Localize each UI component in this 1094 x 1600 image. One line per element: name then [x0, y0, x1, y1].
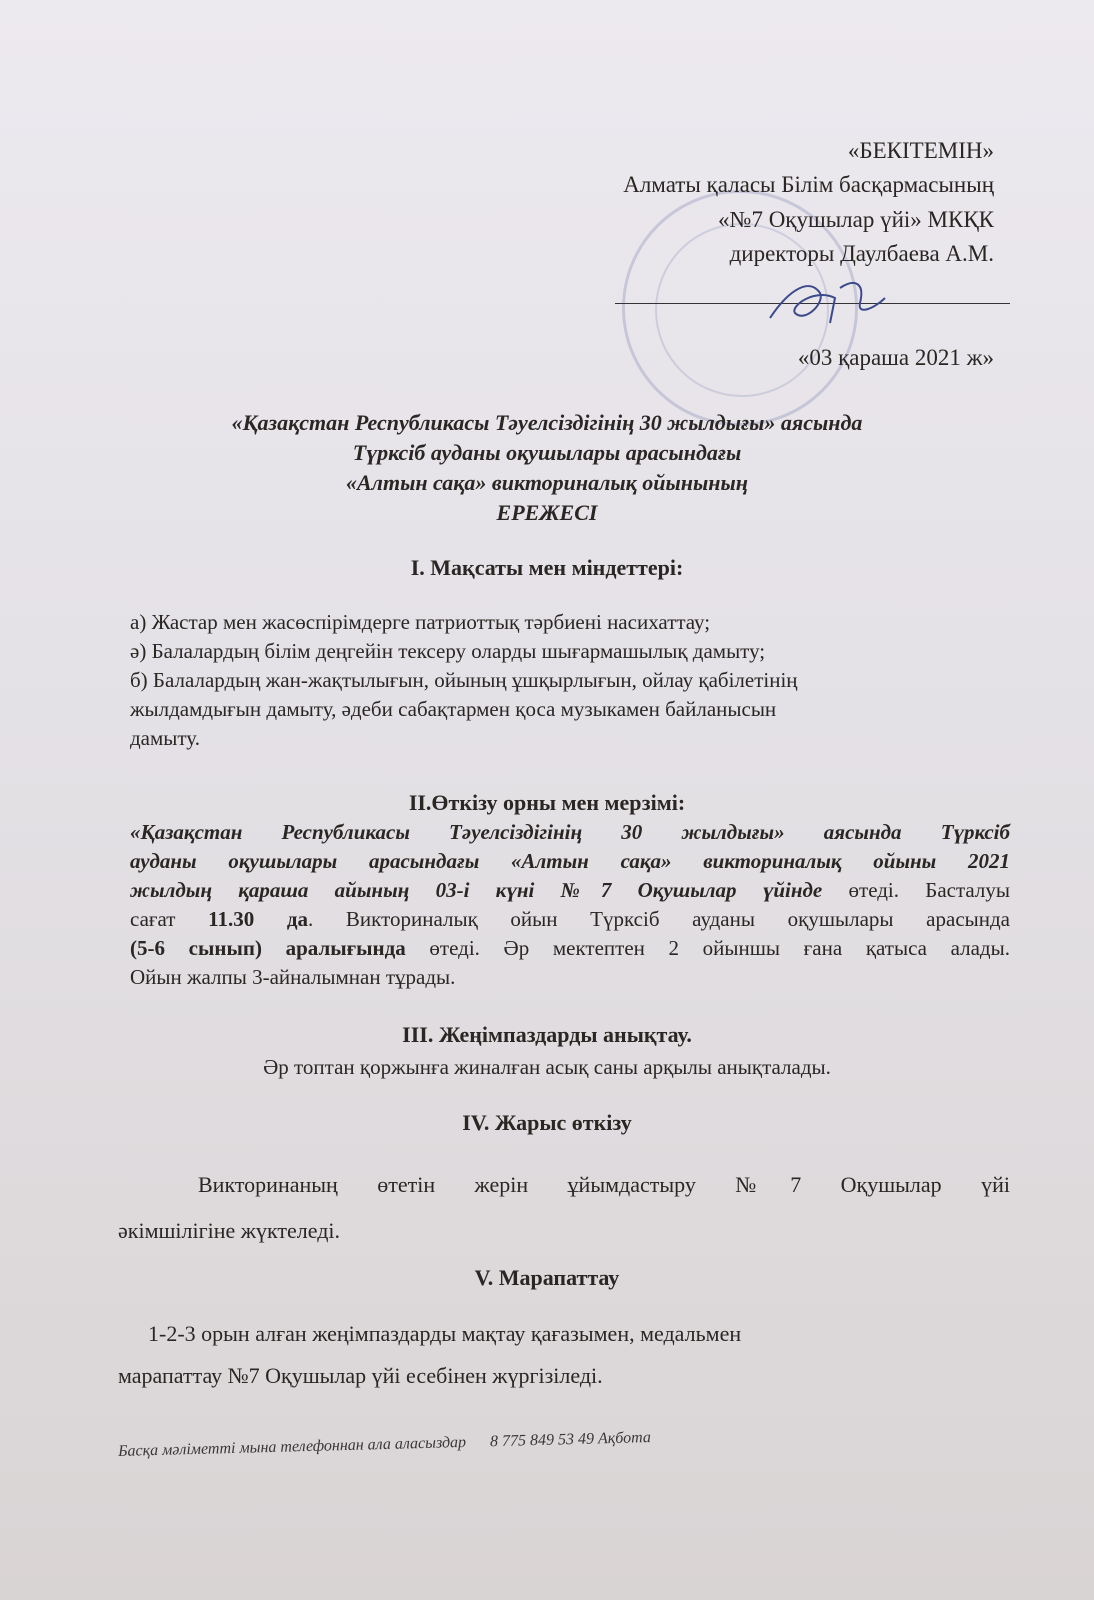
goal-item-b-1: б) Балалардың жан-жақтылығын, ойының ұшқырлығын, ойлау қабілетінің [130, 668, 798, 692]
section-3-heading: ІІІ. Жеңімпаздарды анықтау. [402, 1022, 692, 1047]
section-5-line-1: 1-2-3 орын алған жеңімпаздарды мақтау қағазымен, медальмен [148, 1321, 742, 1346]
goal-item-b-3: дамыту. [130, 726, 200, 750]
doc-title-line-3: «Алтын сақа» викториналық ойынының [346, 470, 748, 495]
section-1-heading: І. Мақсаты мен міндеттері: [410, 555, 684, 580]
goal-item-b-2: жылдамдығын дамыту, әдеби сабақтармен қоса музыкамен байланысын [130, 697, 777, 721]
goal-item-ae: ә) Балалардың білім деңгейін тексеру оларды шығармашылық дамыту; [130, 639, 766, 663]
section-5-heading: V. Марапаттау [474, 1265, 620, 1290]
section-2-body [130, 818, 1010, 992]
section-2-heading: ІІ.Өткізу орны мен мерзімі: [408, 790, 686, 815]
footer-contact [118, 1429, 651, 1461]
section-1-list [130, 608, 1010, 753]
section-4-line-1: Викторинаның өтетін жерін ұйымдастыру №7 Оқушылар үйі [198, 1172, 1010, 1197]
section-5-line-2: марапаттау №7 Оқушылар үйі есебінен жүргізіледі. [118, 1363, 603, 1388]
doc-title-line-1: «Қазақстан Республикасы Тәуелсіздігінің 30 жылдығы» аясында [231, 410, 863, 435]
handwritten-signature [760, 268, 900, 338]
goal-item-a: а) Жастар мен жасөспірімдерге патриоттық тәрбиені насихаттау; [130, 610, 711, 634]
section-4-body [118, 1162, 1010, 1254]
section-2-line-4: сағат 11.30 да. Викториналық ойын Түрксіб ауданы оқушылары арасында [130, 907, 1010, 931]
approval-date: «03 қараша 2021 ж» [797, 345, 994, 370]
footer-phone: 8 775 849 53 49 Ақбота [489, 1429, 652, 1451]
approval-line-2: «№7 Оқушылар үйі» МКҚК [718, 207, 994, 232]
section-5-body [118, 1313, 1010, 1397]
section-2-line-1: «Қазақстан Республикасы Тәуелсіздігінің 30 жылдығы» аясында Түрксіб [130, 820, 1010, 844]
section-3-text: Әр топтан қоржынға жиналған асық саны арқылы анықталады. [263, 1055, 831, 1079]
section-4-heading: ІV. Жарыс өткізу [462, 1110, 632, 1135]
footer-note-text: Басқа мәліметті мына телефоннан ала аласыздар [117, 1433, 467, 1460]
approval-line-1: Алматы қаласы Білім басқармасының [623, 172, 994, 197]
section-2-line-2: ауданы оқушылары арасындағы «Алтын сақа» викториналық ойыны 2021 [130, 849, 1010, 873]
doc-title-line-4: ЕРЕЖЕСІ [496, 500, 598, 525]
section-4-line-2: әкімшілігіне жүктеледі. [118, 1218, 341, 1243]
approval-title: «БЕКІТЕМІН» [847, 138, 994, 163]
section-2-line-3: жылдың қараша айының 03-і күні №7 Оқушылар үйінде өтеді. Басталуы [130, 878, 1011, 902]
section-2-line-6: Ойын жалпы 3-айналымнан тұрады. [130, 965, 456, 989]
doc-title-line-2: Түрксіб ауданы оқушылары арасындағы [352, 440, 742, 465]
section-2-line-5: (5-6 сынып) аралығында өтеді. Әр мектептен 2 ойыншы ғана қатыса алады. [130, 936, 1010, 960]
approval-line-3: директоры Даулбаева А.М. [729, 241, 994, 266]
